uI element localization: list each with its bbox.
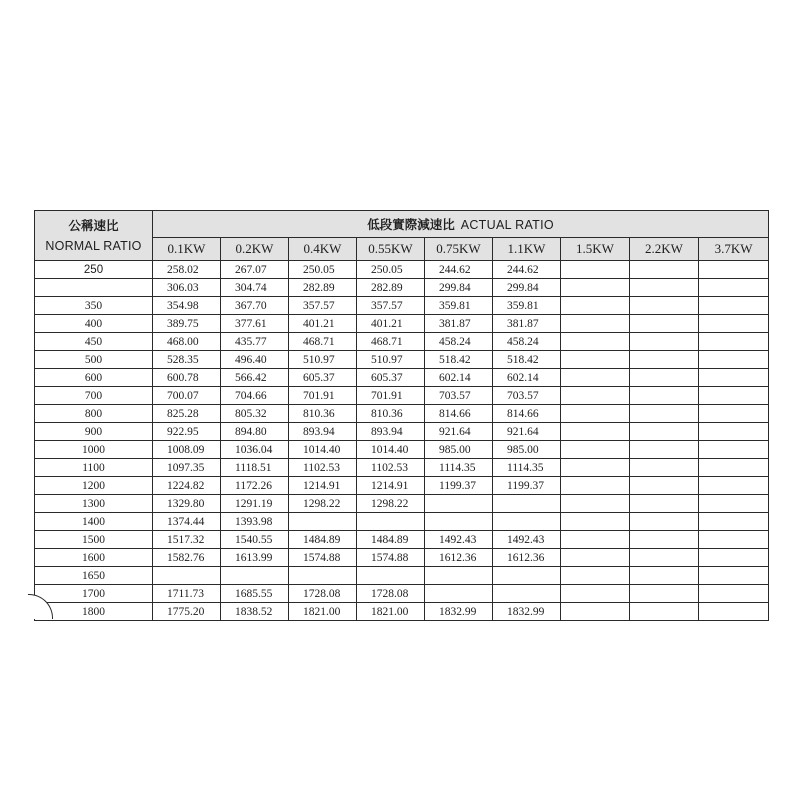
actual-ratio-cell: 468.71 [357, 333, 425, 351]
nominal-ratio-cell [35, 279, 153, 297]
actual-ratio-cell: 703.57 [493, 387, 561, 405]
actual-ratio-cell [699, 477, 769, 495]
actual-ratio-cell: 1574.88 [357, 549, 425, 567]
actual-ratio-cell [630, 261, 699, 279]
actual-ratio-cell [221, 567, 289, 585]
actual-ratio-cell [561, 459, 630, 477]
actual-ratio-cell: 1728.08 [357, 585, 425, 603]
actual-ratio-cell: 458.24 [425, 333, 493, 351]
actual-ratio-cell [699, 459, 769, 477]
actual-ratio-cell: 1540.55 [221, 531, 289, 549]
actual-ratio-cell: 357.57 [357, 297, 425, 315]
actual-ratio-cell [561, 369, 630, 387]
actual-ratio-cell [493, 513, 561, 531]
nominal-ratio-cell: 1650 [35, 567, 153, 585]
actual-ratio-cell: 389.75 [153, 315, 221, 333]
actual-ratio-cell [153, 567, 221, 585]
actual-ratio-cell [699, 549, 769, 567]
actual-ratio-cell: 825.28 [153, 405, 221, 423]
actual-ratio-cell: 401.21 [357, 315, 425, 333]
actual-ratio-cell: 566.42 [221, 369, 289, 387]
actual-ratio-cell [561, 477, 630, 495]
actual-ratio-cell: 528.35 [153, 351, 221, 369]
actual-ratio-cell: 359.81 [425, 297, 493, 315]
table-row [35, 567, 769, 585]
actual-ratio-cell: 1393.98 [221, 513, 289, 531]
actual-ratio-cell: 367.70 [221, 297, 289, 315]
actual-ratio-cell: 893.94 [289, 423, 357, 441]
power-column-header: 0.4KW [289, 238, 357, 261]
actual-ratio-cell [561, 549, 630, 567]
actual-ratio-cell: 921.64 [425, 423, 493, 441]
actual-ratio-cell [699, 513, 769, 531]
actual-ratio-cell: 1329.80 [153, 495, 221, 513]
actual-ratio-cell: 1492.43 [493, 531, 561, 549]
actual-ratio-cell: 357.57 [289, 297, 357, 315]
table-row [35, 315, 769, 333]
actual-ratio-cell: 922.95 [153, 423, 221, 441]
table-row [35, 531, 769, 549]
table-row [35, 351, 769, 369]
actual-ratio-cell: 1008.09 [153, 441, 221, 459]
actual-ratio-cell: 921.64 [493, 423, 561, 441]
actual-ratio-cell [699, 387, 769, 405]
actual-ratio-cell [561, 405, 630, 423]
actual-ratio-cell [289, 513, 357, 531]
actual-ratio-cell [493, 585, 561, 603]
table-row [35, 423, 769, 441]
actual-ratio-cell: 602.14 [425, 369, 493, 387]
actual-ratio-cell: 605.37 [357, 369, 425, 387]
actual-ratio-cell: 510.97 [289, 351, 357, 369]
actual-ratio-cell: 496.40 [221, 351, 289, 369]
actual-ratio-cell: 1298.22 [357, 495, 425, 513]
actual-ratio-cell: 1612.36 [493, 549, 561, 567]
power-column-header: 0.55KW [357, 238, 425, 261]
nominal-ratio-cell: 1700 [35, 585, 153, 603]
actual-ratio-cell [561, 567, 630, 585]
actual-ratio-cell: 468.71 [289, 333, 357, 351]
actual-ratio-cell: 244.62 [493, 261, 561, 279]
actual-ratio-cell [630, 297, 699, 315]
actual-ratio-cell [699, 261, 769, 279]
nominal-ratio-cell: 700 [35, 387, 153, 405]
actual-ratio-cell: 377.61 [221, 315, 289, 333]
nominal-ratio-cell: 1400 [35, 513, 153, 531]
actual-ratio-cell: 1214.91 [289, 477, 357, 495]
actual-ratio-cell: 1374.44 [153, 513, 221, 531]
table-row [35, 261, 769, 279]
actual-ratio-cell: 1582.76 [153, 549, 221, 567]
actual-ratio-cell: 893.94 [357, 423, 425, 441]
actual-ratio-cell [630, 531, 699, 549]
actual-ratio-cell: 1821.00 [357, 603, 425, 621]
actual-ratio-cell: 985.00 [493, 441, 561, 459]
actual-ratio-cell: 605.37 [289, 369, 357, 387]
actual-ratio-cell: 600.78 [153, 369, 221, 387]
actual-ratio-cell [699, 369, 769, 387]
actual-ratio-cell [561, 513, 630, 531]
actual-ratio-cell [630, 387, 699, 405]
actual-ratio-cell: 1775.20 [153, 603, 221, 621]
actual-ratio-cell [630, 405, 699, 423]
nominal-ratio-cell: 1000 [35, 441, 153, 459]
power-column-header: 3.7KW [699, 238, 769, 261]
actual-ratio-cell [699, 567, 769, 585]
actual-ratio-cell [699, 495, 769, 513]
actual-ratio-zh-label: 低段實際減速比 [367, 217, 455, 232]
actual-ratio-cell: 1613.99 [221, 549, 289, 567]
actual-ratio-cell [630, 423, 699, 441]
actual-ratio-cell [561, 441, 630, 459]
actual-ratio-cell: 1014.40 [289, 441, 357, 459]
table-row [35, 333, 769, 351]
nominal-ratio-cell: 1800 [35, 603, 153, 621]
nominal-ratio-cell: 1500 [35, 531, 153, 549]
actual-ratio-cell: 1224.82 [153, 477, 221, 495]
table-row [35, 513, 769, 531]
power-column-header: 1.5KW [561, 238, 630, 261]
actual-ratio-cell: 1832.99 [425, 603, 493, 621]
actual-ratio-cell [699, 279, 769, 297]
actual-ratio-cell: 985.00 [425, 441, 493, 459]
actual-ratio-cell: 304.74 [221, 279, 289, 297]
actual-ratio-cell: 1199.37 [493, 477, 561, 495]
actual-ratio-cell: 814.66 [493, 405, 561, 423]
normal-ratio-zh-label: 公稱速比 [68, 217, 119, 233]
actual-ratio-cell: 244.62 [425, 261, 493, 279]
normal-ratio-en-label: NORMAL RATIO [45, 238, 142, 253]
actual-ratio-cell [699, 423, 769, 441]
actual-ratio-cell: 282.89 [357, 279, 425, 297]
actual-ratio-table [34, 210, 769, 621]
actual-ratio-cell [630, 513, 699, 531]
nominal-ratio-cell: 350 [35, 297, 153, 315]
actual-ratio-cell [630, 603, 699, 621]
actual-ratio-cell [630, 567, 699, 585]
actual-ratio-cell [630, 315, 699, 333]
nominal-ratio-cell: 250 [35, 261, 153, 279]
table-row [35, 369, 769, 387]
actual-ratio-cell [425, 513, 493, 531]
actual-ratio-cell [561, 333, 630, 351]
actual-ratio-cell: 1199.37 [425, 477, 493, 495]
actual-ratio-cell [561, 585, 630, 603]
actual-ratio-cell: 299.84 [493, 279, 561, 297]
actual-ratio-cell [699, 603, 769, 621]
table-row [35, 495, 769, 513]
actual-ratio-cell: 359.81 [493, 297, 561, 315]
actual-ratio-cell [699, 333, 769, 351]
power-column-header: 0.2KW [221, 238, 289, 261]
actual-ratio-cell: 704.66 [221, 387, 289, 405]
nominal-ratio-cell: 1300 [35, 495, 153, 513]
nominal-ratio-cell: 1100 [35, 459, 153, 477]
actual-ratio-cell: 250.05 [289, 261, 357, 279]
actual-ratio-cell: 518.42 [425, 351, 493, 369]
actual-ratio-cell [561, 495, 630, 513]
normal-ratio-header [35, 211, 153, 261]
actual-ratio-cell: 518.42 [493, 351, 561, 369]
actual-ratio-cell: 510.97 [357, 351, 425, 369]
table-row [35, 549, 769, 567]
actual-ratio-cell: 468.00 [153, 333, 221, 351]
actual-ratio-cell: 282.89 [289, 279, 357, 297]
actual-ratio-cell: 1291.19 [221, 495, 289, 513]
actual-ratio-cell [630, 495, 699, 513]
actual-ratio-cell [561, 351, 630, 369]
actual-ratio-cell: 1832.99 [493, 603, 561, 621]
actual-ratio-cell [289, 567, 357, 585]
actual-ratio-cell: 1821.00 [289, 603, 357, 621]
actual-ratio-cell: 1102.53 [289, 459, 357, 477]
table-row [35, 585, 769, 603]
actual-ratio-cell: 1612.36 [425, 549, 493, 567]
actual-ratio-cell: 1484.89 [357, 531, 425, 549]
actual-ratio-cell [699, 351, 769, 369]
actual-ratio-cell [493, 495, 561, 513]
actual-ratio-cell: 306.03 [153, 279, 221, 297]
actual-ratio-cell: 1102.53 [357, 459, 425, 477]
table-row [35, 477, 769, 495]
actual-ratio-cell: 701.91 [357, 387, 425, 405]
actual-ratio-cell: 1728.08 [289, 585, 357, 603]
table-row [35, 603, 769, 621]
actual-ratio-cell [630, 459, 699, 477]
table-header [35, 211, 769, 261]
actual-ratio-cell: 1014.40 [357, 441, 425, 459]
actual-ratio-cell [425, 495, 493, 513]
actual-ratio-cell [561, 297, 630, 315]
nominal-ratio-cell: 1200 [35, 477, 153, 495]
actual-ratio-cell: 1097.35 [153, 459, 221, 477]
actual-ratio-cell: 258.02 [153, 261, 221, 279]
table-row [35, 297, 769, 315]
actual-ratio-cell: 381.87 [493, 315, 561, 333]
nominal-ratio-cell: 1600 [35, 549, 153, 567]
actual-ratio-cell [561, 603, 630, 621]
table-row [35, 441, 769, 459]
actual-ratio-cell [357, 513, 425, 531]
actual-ratio-cell [561, 315, 630, 333]
actual-ratio-cell [561, 531, 630, 549]
nominal-ratio-cell: 800 [35, 405, 153, 423]
actual-ratio-cell [699, 441, 769, 459]
actual-ratio-cell: 1114.35 [493, 459, 561, 477]
actual-ratio-cell: 1118.51 [221, 459, 289, 477]
actual-ratio-cell: 894.80 [221, 423, 289, 441]
actual-ratio-cell [357, 567, 425, 585]
actual-ratio-cell: 1517.32 [153, 531, 221, 549]
actual-ratio-cell: 381.87 [425, 315, 493, 333]
actual-ratio-cell [493, 567, 561, 585]
actual-ratio-cell: 458.24 [493, 333, 561, 351]
actual-ratio-cell: 810.36 [289, 405, 357, 423]
actual-ratio-cell: 700.07 [153, 387, 221, 405]
actual-ratio-cell [630, 369, 699, 387]
actual-ratio-header [153, 211, 769, 238]
actual-ratio-cell [425, 567, 493, 585]
actual-ratio-cell: 1685.55 [221, 585, 289, 603]
actual-ratio-cell: 703.57 [425, 387, 493, 405]
actual-ratio-cell: 1036.04 [221, 441, 289, 459]
actual-ratio-cell: 1484.89 [289, 531, 357, 549]
actual-ratio-cell [699, 405, 769, 423]
actual-ratio-cell [561, 387, 630, 405]
actual-ratio-cell: 1838.52 [221, 603, 289, 621]
power-column-header: 1.1KW [493, 238, 561, 261]
actual-ratio-cell [699, 531, 769, 549]
nominal-ratio-cell: 450 [35, 333, 153, 351]
actual-ratio-cell [630, 477, 699, 495]
actual-ratio-cell [561, 261, 630, 279]
actual-ratio-cell [630, 585, 699, 603]
actual-ratio-cell: 701.91 [289, 387, 357, 405]
actual-ratio-cell: 805.32 [221, 405, 289, 423]
actual-ratio-cell: 401.21 [289, 315, 357, 333]
actual-ratio-cell: 1214.91 [357, 477, 425, 495]
power-column-header: 0.75KW [425, 238, 493, 261]
power-column-header: 0.1KW [153, 238, 221, 261]
actual-ratio-cell: 1492.43 [425, 531, 493, 549]
actual-ratio-cell: 354.98 [153, 297, 221, 315]
actual-ratio-cell: 299.84 [425, 279, 493, 297]
nominal-ratio-cell: 600 [35, 369, 153, 387]
actual-ratio-cell: 814.66 [425, 405, 493, 423]
nominal-ratio-cell: 900 [35, 423, 153, 441]
table-body [35, 261, 769, 621]
actual-ratio-cell [630, 549, 699, 567]
power-column-header: 2.2KW [630, 238, 699, 261]
actual-ratio-cell: 1114.35 [425, 459, 493, 477]
table-row [35, 279, 769, 297]
actual-ratio-cell [630, 441, 699, 459]
actual-ratio-cell: 1172.26 [221, 477, 289, 495]
table-row [35, 405, 769, 423]
actual-ratio-cell [561, 423, 630, 441]
actual-ratio-cell [699, 315, 769, 333]
actual-ratio-cell [699, 585, 769, 603]
actual-ratio-cell [561, 279, 630, 297]
actual-ratio-cell [425, 585, 493, 603]
table-row [35, 387, 769, 405]
actual-ratio-cell [699, 297, 769, 315]
actual-ratio-cell [630, 333, 699, 351]
actual-ratio-en-label: ACTUAL RATIO [460, 218, 554, 232]
nominal-ratio-cell: 400 [35, 315, 153, 333]
actual-ratio-cell: 1298.22 [289, 495, 357, 513]
actual-ratio-cell: 267.07 [221, 261, 289, 279]
actual-ratio-cell: 602.14 [493, 369, 561, 387]
actual-ratio-cell: 1574.88 [289, 549, 357, 567]
actual-ratio-cell: 435.77 [221, 333, 289, 351]
actual-ratio-cell [630, 279, 699, 297]
actual-ratio-cell [630, 351, 699, 369]
actual-ratio-cell: 250.05 [357, 261, 425, 279]
actual-ratio-cell: 810.36 [357, 405, 425, 423]
table-row [35, 459, 769, 477]
actual-ratio-cell: 1711.73 [153, 585, 221, 603]
nominal-ratio-cell: 500 [35, 351, 153, 369]
